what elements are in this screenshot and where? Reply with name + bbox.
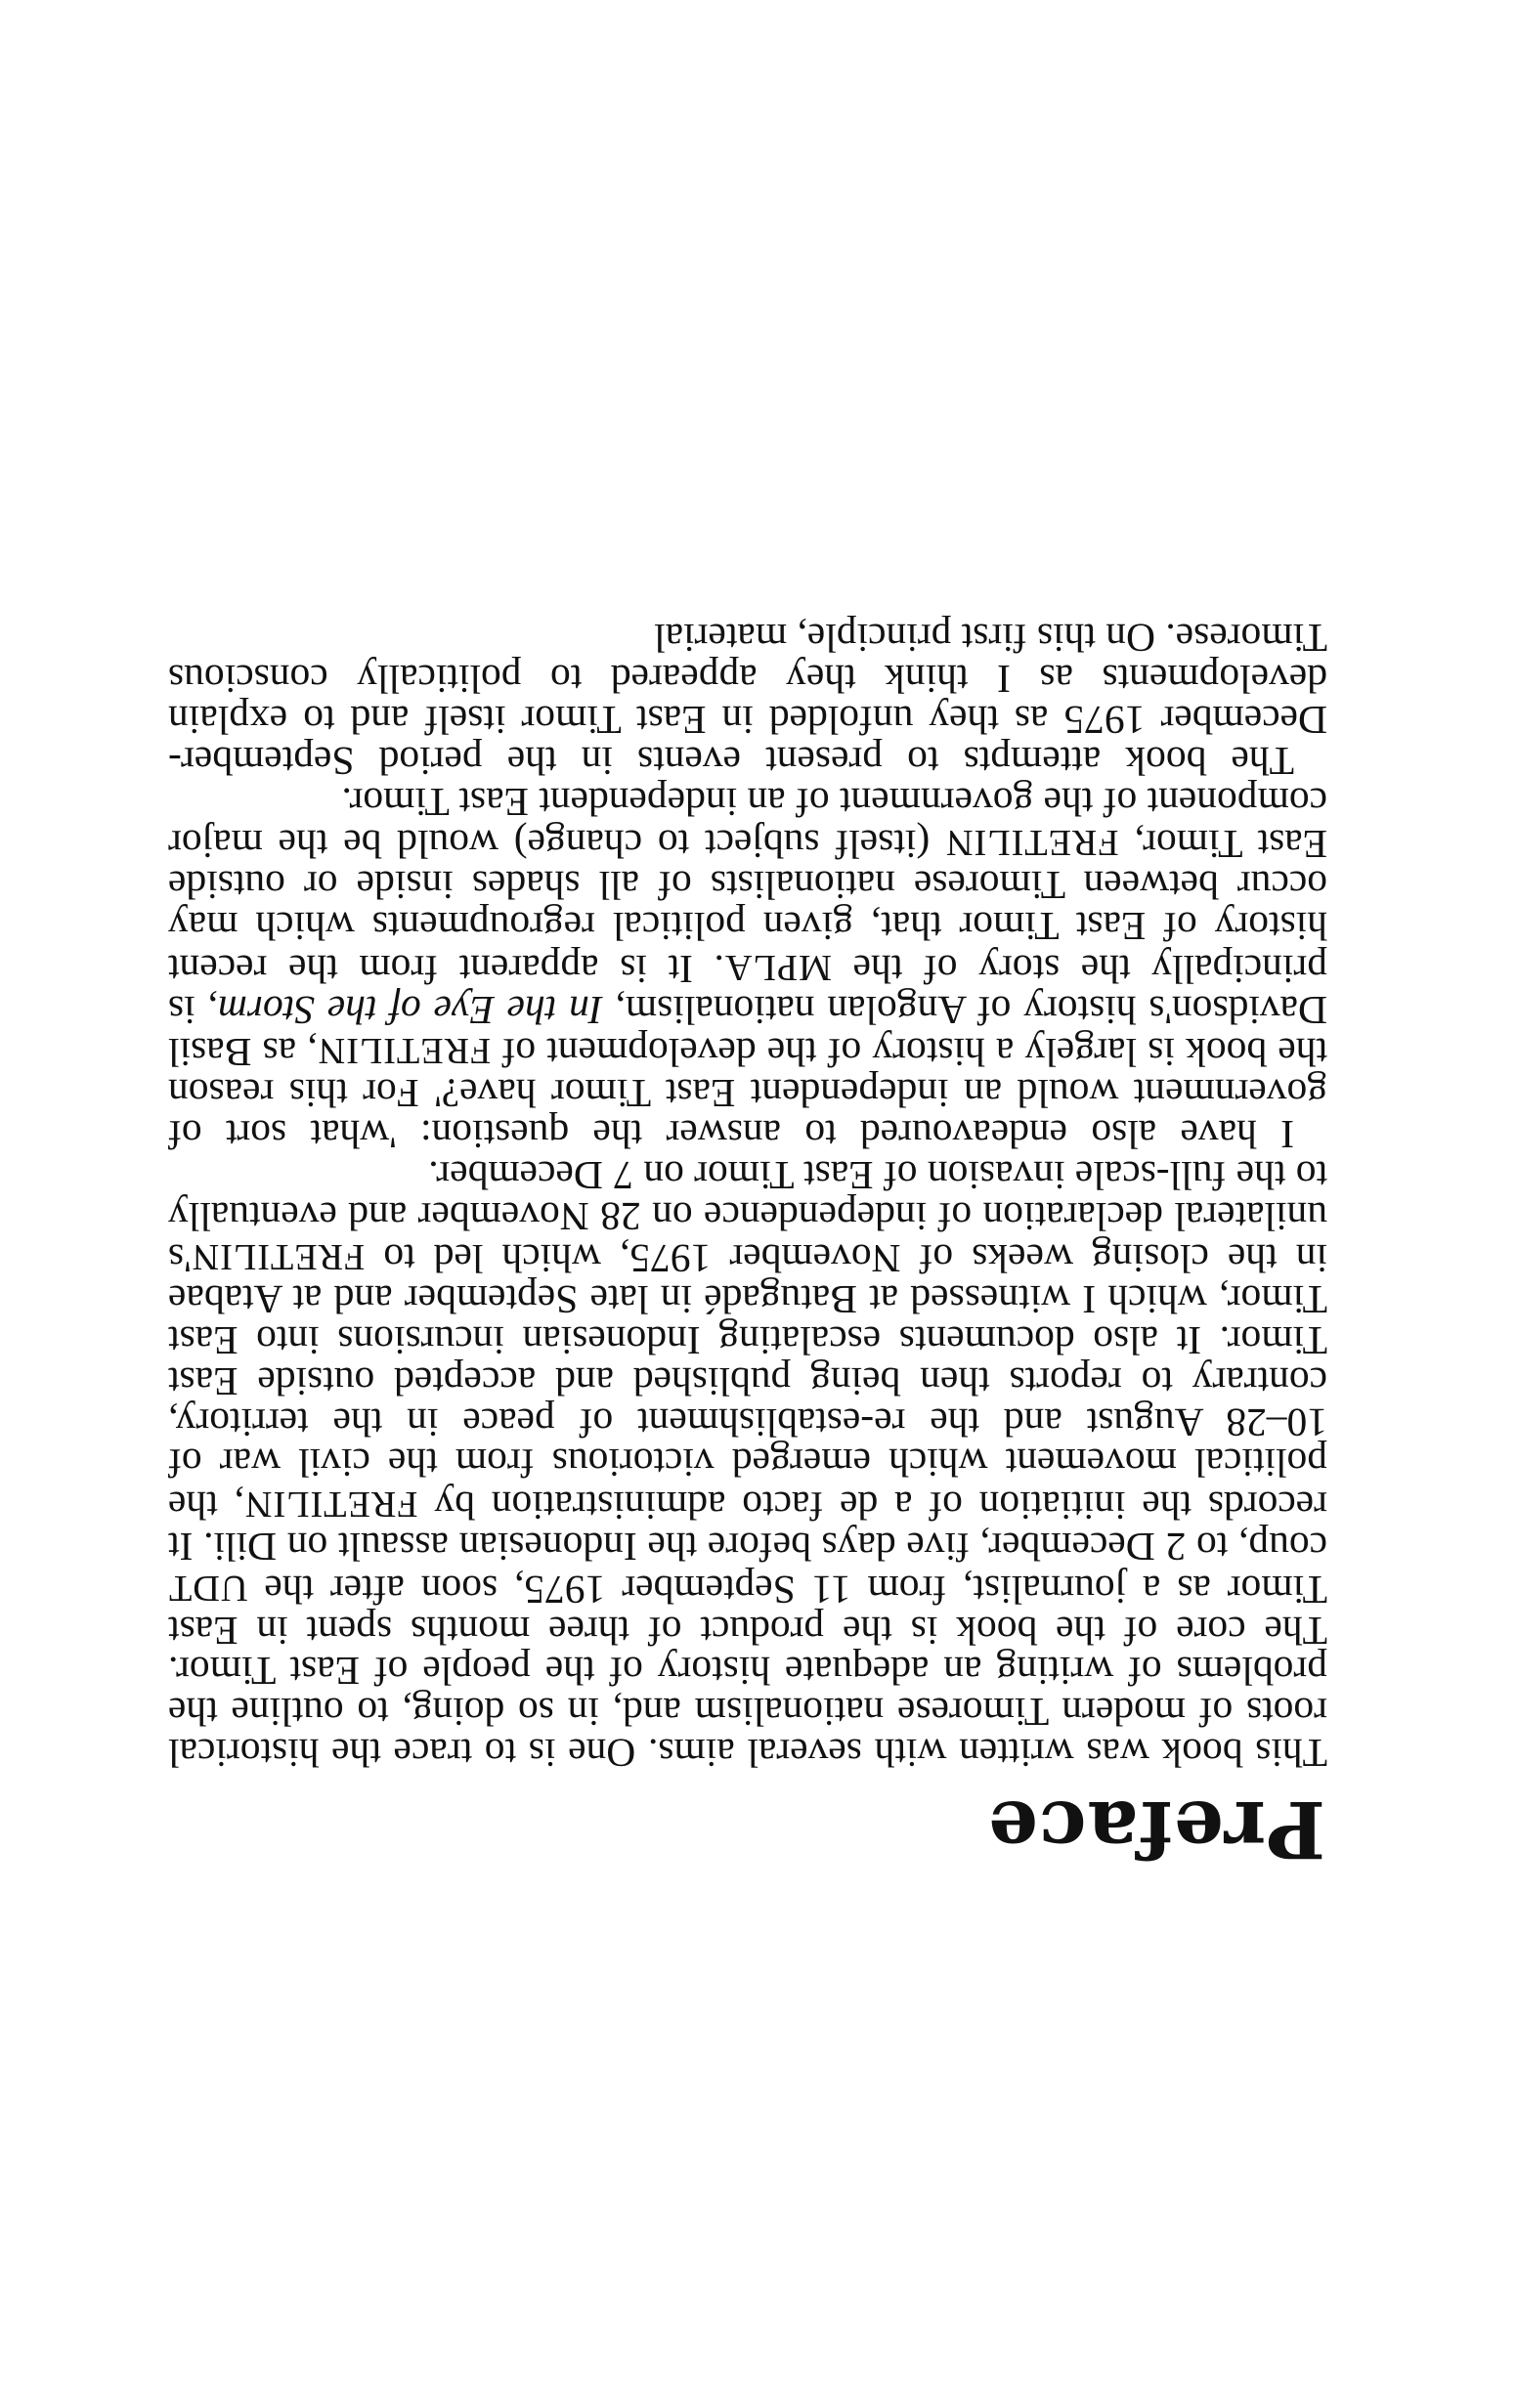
paragraph-1-text-a: This book was written with several aims. One is to trace the historical roots of modern Timorese nationalism and, in so doing, to outline the problems of writing an adequate history of the people of East Timor. The core of the book is the product of three months spent in East Timor as a journalist, from 11 September 1975, soon after the (168, 1567, 1327, 1776)
paragraph-2-text-c: , is principally the story of the (168, 946, 1327, 1033)
paragraph-2-text-b: , as Basil Davidson's history of Angolan nationalism, (168, 987, 1327, 1076)
paragraph-2 (168, 779, 1327, 1158)
paragraph-2-text-a: I have also endeavoured to answer the question: 'what sort of government would an independent East Timor have?' For this reason the book is largely a history of the development of (168, 1030, 1327, 1158)
paragraph-1 (168, 1152, 1327, 1776)
abbrev-mpla: MPLA (723, 946, 832, 988)
paragraph-2-text-e: (itself subject to change) would be the major component of the government of an independent East Timor. (168, 779, 1327, 868)
paragraph-2-text-d: . It is apparent from the recent history of East Timor that, given political regroupments which may occur between Timorese nationalists of all shades inside or outside East Timor, (168, 822, 1327, 992)
abbrev-fretilin: FRETILIN (191, 1236, 366, 1278)
abbrev-fretilin: FRETILIN (243, 1484, 418, 1526)
abbrev-udt: UDT (168, 1567, 248, 1609)
paragraph-3 (168, 616, 1327, 784)
page-title: Preface (986, 1784, 1325, 1875)
paragraph-3-text-a: The book attempts to present events in the period September-December 1975 as they unfolded in East Timor itself and to explain developments as I think they appeared to politically conscious Timorese. On this first principle, material (168, 616, 1327, 784)
paragraph-1-text-b: coup, to 2 December, five days before the Indonesian assault on Dili. It records the initiation of a de facto administration by (168, 1484, 1327, 1570)
abbrev-fretilin: FRETILIN (317, 1030, 492, 1072)
abbrev-fretilin: FRETILIN (945, 822, 1119, 864)
paragraph-1-text-c: , the political movement which emerged victorious from the civil war of 10–28 August and the re-establishment of peace in the territory, contrary to reports then being published and accepted outside East Timor. It also documents escalating Indonesian incursions into East Timor, which I witnessed at Batugadé in late September and at Atabae in the closing weeks of November 1975, which led to (168, 1236, 1327, 1529)
paragraph-1-text-d: 's unilateral declaration of independence on 28 November and eventually to the full-scale invasion of East Timor on 7 December. (168, 1152, 1327, 1282)
book-title-italic: In the Eye of the Storm (217, 987, 603, 1033)
body-text (168, 616, 1327, 1776)
